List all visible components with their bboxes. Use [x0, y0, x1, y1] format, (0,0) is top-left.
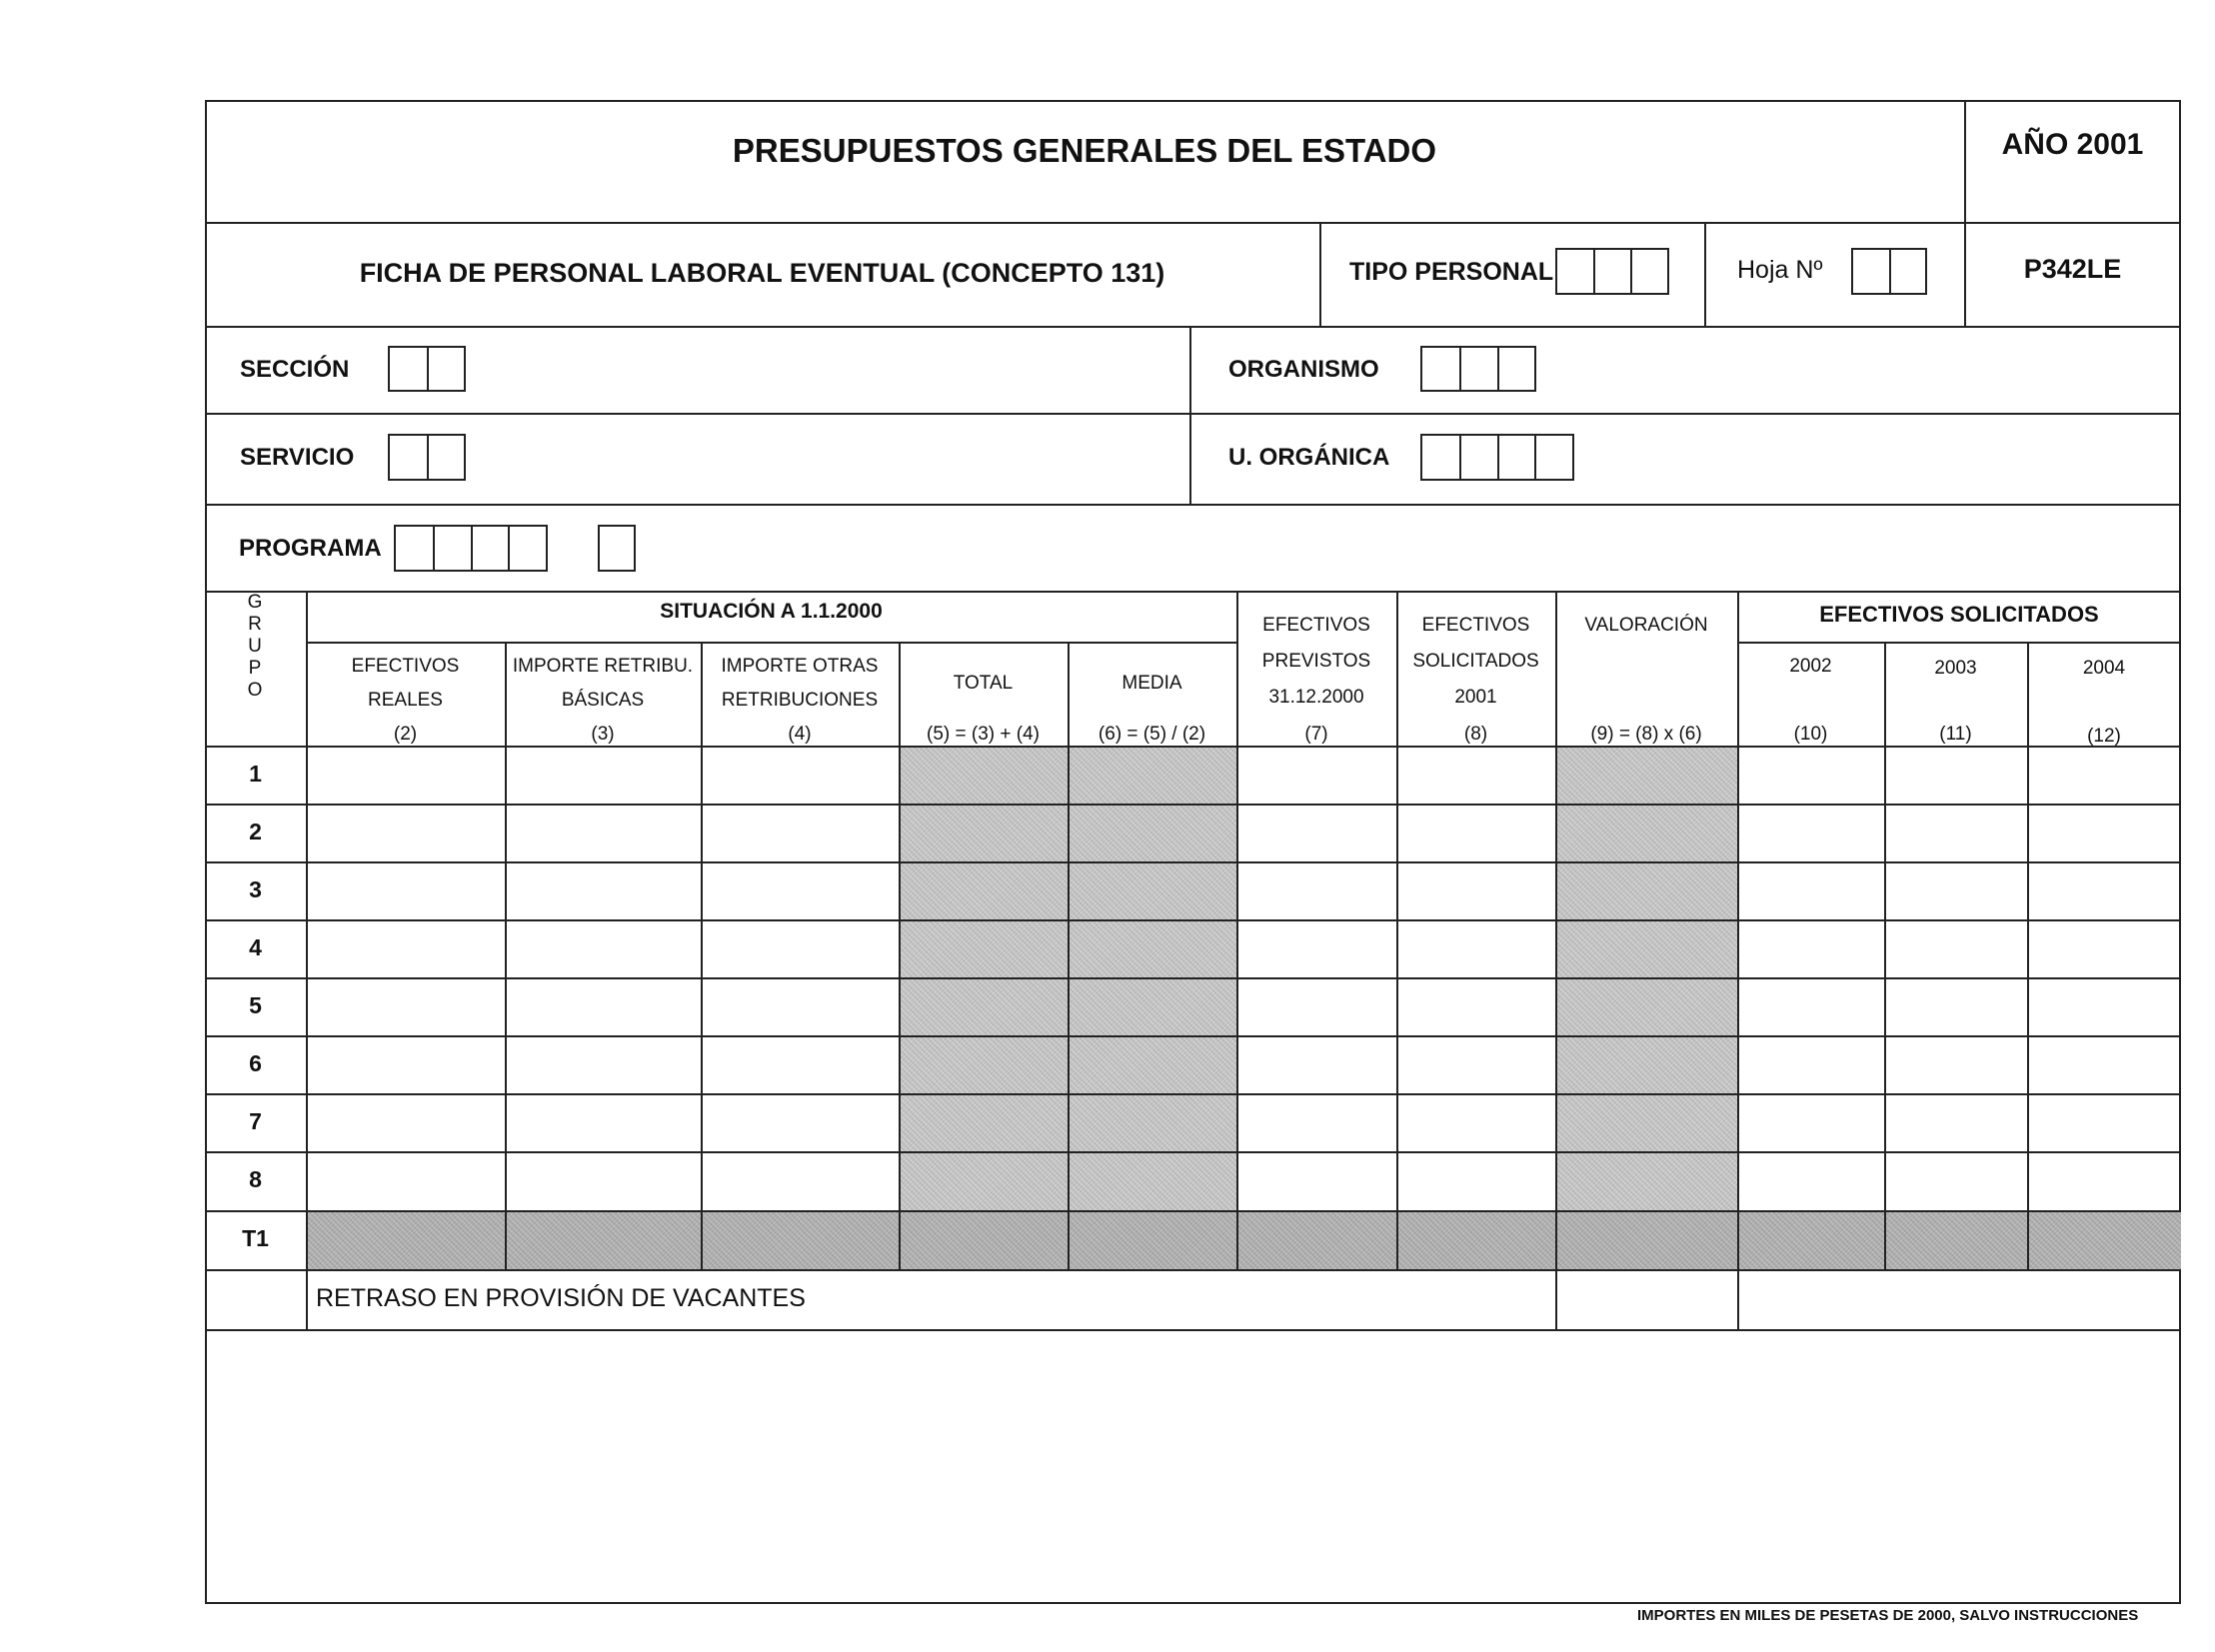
servicio-label: SERVICIO: [240, 444, 355, 471]
row-label-3: 3: [249, 876, 262, 902]
row-label-7: 7: [249, 1108, 262, 1134]
u-organica-input[interactable]: [1420, 434, 1574, 481]
row-label-1: 1: [249, 761, 262, 787]
row-label-6: 6: [249, 1050, 262, 1076]
u-organica-label: U. ORGÁNICA: [1228, 444, 1390, 471]
organismo-input[interactable]: [1420, 346, 1536, 392]
shaded-t1-row: [308, 1212, 2181, 1269]
seccion-label: SECCIÓN: [240, 356, 350, 383]
organismo-label: ORGANISMO: [1228, 356, 1379, 383]
servicio-input[interactable]: [388, 434, 466, 481]
row-label-t1: T1: [242, 1225, 269, 1251]
tipo-personal-input[interactable]: [1555, 248, 1669, 295]
seccion-input[interactable]: [388, 346, 466, 392]
programa-extra-input[interactable]: [598, 525, 636, 572]
form-code: P342LE: [2023, 254, 2122, 284]
hoja-label: Hoja Nº: [1737, 256, 1823, 284]
situacion-header: SITUACIÓN A 1.1.2000: [660, 600, 883, 623]
row-label-8: 8: [249, 1166, 262, 1192]
row-label-2: 2: [249, 819, 262, 844]
programa-label: PROGRAMA: [239, 535, 382, 562]
retraso-label: RETRASO EN PROVISIÓN DE VACANTES: [316, 1284, 806, 1312]
tipo-personal-label: TIPO PERSONAL: [1349, 258, 1554, 286]
hoja-number-input[interactable]: [1851, 248, 1927, 295]
year-label: AÑO 2001: [2001, 128, 2144, 161]
footer-note: IMPORTES EN MILES DE PESETAS DE 2000, SALVO INSTRUCCIONES: [1637, 1607, 2139, 1624]
form-subtitle: FICHA DE PERSONAL LABORAL EVENTUAL (CONCEPTO 131): [359, 258, 1165, 288]
row-label-4: 4: [249, 934, 262, 960]
row-label-5: 5: [249, 992, 262, 1018]
page-title: PRESUPUESTOS GENERALES DEL ESTADO: [732, 132, 1437, 169]
solicitados-header: EFECTIVOS SOLICITADOS: [1819, 602, 2099, 627]
programa-input[interactable]: [394, 525, 548, 572]
